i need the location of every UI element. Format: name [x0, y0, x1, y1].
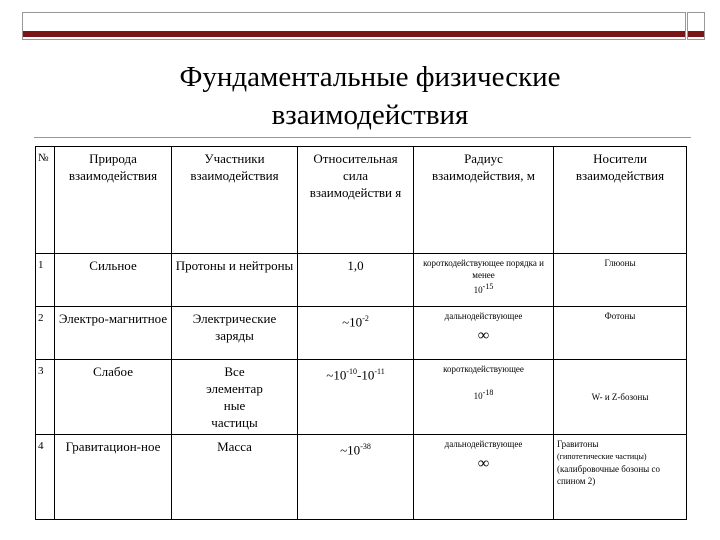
strength-exponent: -10 — [346, 367, 357, 376]
radius-exponent: -15 — [482, 282, 494, 291]
carriers-note-2: (калибровочные бозоны со спином 2) — [557, 464, 660, 486]
header-nature: Природа взаимодействия — [55, 147, 172, 254]
row-strength — [298, 360, 414, 435]
row-carriers: Глюоны — [554, 254, 687, 307]
row-strength — [298, 435, 414, 520]
row-carriers: Фотоны — [554, 307, 687, 360]
radius-text: короткодействующее — [443, 364, 524, 374]
row-carriers — [554, 435, 687, 520]
row-carriers — [554, 360, 687, 435]
row-radius — [414, 254, 554, 307]
radius-value: 10 — [473, 391, 483, 401]
table-row — [36, 360, 687, 435]
strength-exponent-2: -11 — [374, 367, 385, 376]
header-corner-box — [687, 12, 705, 40]
strength-value: 1,0 — [347, 258, 364, 273]
header-radius: Радиус взаимодействия, м — [414, 147, 554, 254]
row-participants: Протоны и нейтроны — [172, 254, 298, 307]
radius-text: дальнодействующее — [444, 311, 523, 321]
strength-value: ~10 — [340, 442, 361, 458]
header-participants: Участники взаимодействия — [172, 147, 298, 254]
header-bar — [22, 12, 686, 40]
row-strength — [298, 307, 414, 360]
row-strength — [298, 254, 414, 307]
row-radius — [414, 435, 554, 520]
strength-exponent: -38 — [360, 442, 371, 451]
row-num: 2 — [36, 307, 55, 360]
corner-stripe — [688, 31, 704, 37]
radius-text: дальнодействующее — [444, 439, 523, 449]
header-num: № — [36, 147, 55, 254]
carriers-label: W- и Z-бозоны — [591, 392, 649, 402]
row-participants: Масса — [172, 435, 298, 520]
row-radius — [414, 307, 554, 360]
row-num: 3 — [36, 360, 55, 435]
row-num: 4 — [36, 435, 55, 520]
header-carriers: Носители взаимодействия — [554, 147, 687, 254]
carriers-note: (гипотетические частицы) — [557, 452, 647, 461]
radius-infinity: ∞ — [477, 327, 490, 344]
radius-infinity: ∞ — [477, 455, 490, 472]
row-participants: Электрические заряды — [172, 307, 298, 360]
table-row — [36, 435, 687, 520]
strength-exponent: -2 — [362, 314, 369, 323]
radius-value: 10 — [473, 285, 483, 295]
strength-value-2: -10 — [357, 367, 375, 383]
table-row — [36, 254, 687, 307]
title-divider — [34, 137, 691, 138]
row-radius — [414, 360, 554, 435]
row-nature: Сильное — [55, 254, 172, 307]
row-num: 1 — [36, 254, 55, 307]
strength-value: ~10 — [342, 314, 363, 330]
row-nature: Гравитацион-ное — [55, 435, 172, 520]
radius-text: короткодействующее порядка и менее — [423, 258, 544, 280]
row-nature: Слабое — [55, 360, 172, 435]
table-row — [36, 307, 687, 360]
strength-value: ~10 — [326, 367, 347, 383]
row-participants: Все элементар ные частицы — [172, 360, 298, 435]
table-header-row — [36, 147, 687, 254]
slide-title: Фундаментальные физические взаимодействия — [179, 61, 561, 131]
row-nature: Электро-магнитное — [55, 307, 172, 360]
interactions-table — [35, 146, 687, 520]
header-stripe — [23, 31, 685, 37]
carriers-label: Гравитоны — [557, 439, 599, 449]
radius-exponent: -18 — [482, 388, 494, 397]
header-strength: Относительная сила взаимодействи я — [298, 147, 414, 254]
